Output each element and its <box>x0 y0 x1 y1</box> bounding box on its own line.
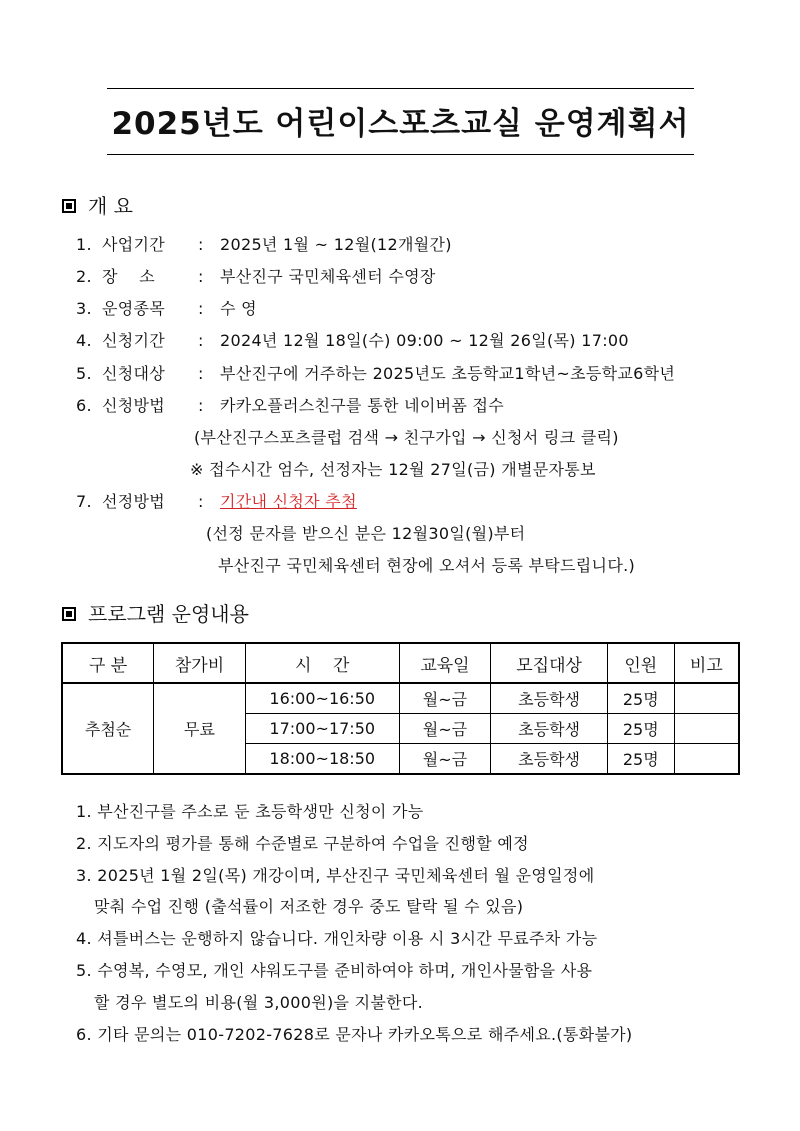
program-table <box>61 642 740 775</box>
header-target: 모집대상 <box>491 643 608 683</box>
note-item: 맞춰 수업 진행 (출석률이 저조한 경우 중도 탈락 될 수 있음) <box>94 897 524 916</box>
program-heading: 프로그램 운영내용 <box>62 598 249 627</box>
selection-method-highlight: 기간내 신청자 추첨 <box>220 492 357 511</box>
time-cell: 16:00~16:50 <box>245 683 399 714</box>
header-fee: 참가비 <box>154 643 246 683</box>
title-top-rule <box>107 88 694 89</box>
count-cell: 25명 <box>607 744 674 775</box>
note-cell <box>674 744 739 775</box>
target-cell: 초등학생 <box>491 714 608 744</box>
note-item: 1. 부산진구를 주소로 둔 초등학생만 신청이 가능 <box>76 802 424 821</box>
note-item: 5. 수영복, 수영모, 개인 샤워도구를 준비하여야 하며, 개인사물함을 사용 <box>76 961 593 980</box>
fee-cell: 무료 <box>154 683 246 774</box>
header-category: 구 분 <box>62 643 154 683</box>
days-cell: 월~금 <box>399 744 491 775</box>
method-detail: (부산진구스포츠클럽 검색 → 친구가입 → 신청서 링크 클릭) <box>194 428 619 447</box>
header-days: 교육일 <box>399 643 491 683</box>
square-bullet-icon <box>62 199 76 213</box>
square-bullet-icon <box>62 607 76 621</box>
days-cell: 월~금 <box>399 714 491 744</box>
target-cell: 초등학생 <box>491 744 608 775</box>
overview-heading: 개 요 <box>62 190 133 219</box>
method-note: ※ 접수시간 엄수, 선정자는 12월 27일(금) 개별문자통보 <box>190 460 596 479</box>
selection-detail: 부산진구 국민체육센터 현장에 오셔서 등록 부탁드립니다.) <box>218 556 636 575</box>
header-time: 시 간 <box>245 643 399 683</box>
overview-item: 1. 사업기간 : 2025년 1월 ~ 12월(12개월간) <box>76 235 452 254</box>
overview-item: 5. 신청대상 : 부산진구에 거주하는 2025년도 초등학교1학년~초등학교6학년 <box>76 364 676 383</box>
overview-item: 4. 신청기간 : 2024년 12월 18일(수) 09:00 ~ 12월 26일(목) 17:00 <box>76 331 629 350</box>
note-item: 6. 기타 문의는 010-7202-7628로 문자나 카카오톡으로 해주세요.(통화불가) <box>76 1025 633 1044</box>
note-cell <box>674 714 739 744</box>
page-title: 2025년도 어린이스포츠교실 운영계획서 <box>111 106 690 142</box>
title-bottom-rule <box>107 154 694 155</box>
time-cell: 18:00~18:50 <box>245 744 399 775</box>
overview-item: 2. 장 소 : 부산진구 국민체육센터 수영장 <box>76 267 436 286</box>
count-cell: 25명 <box>607 683 674 714</box>
header-count: 인원 <box>607 643 674 683</box>
target-cell: 초등학생 <box>491 683 608 714</box>
overview-item: 7. 선정방법 : 기간내 신청자 추첨 <box>76 492 357 511</box>
table-header-row <box>62 643 739 683</box>
note-item: 3. 2025년 1월 2일(목) 개강이며, 부산진구 국민체육센터 월 운영일정에 <box>76 866 595 885</box>
note-cell <box>674 683 739 714</box>
table-row <box>62 683 739 714</box>
note-item: 2. 지도자의 평가를 통해 수준별로 구분하여 수업을 진행할 예정 <box>76 834 529 853</box>
days-cell: 월~금 <box>399 683 491 714</box>
note-item: 할 경우 별도의 비용(월 3,000원)을 지불한다. <box>94 993 424 1012</box>
overview-item: 3. 운영종목 : 수 영 <box>76 299 257 318</box>
overview-item: 6. 신청방법 : 카카오플러스친구를 통한 네이버폼 접수 <box>76 396 505 415</box>
note-item: 4. 셔틀버스는 운행하지 않습니다. 개인차량 이용 시 3시간 무료주차 가능 <box>76 929 598 948</box>
selection-detail: (선정 문자를 받으신 분은 12월30일(월)부터 <box>206 524 526 543</box>
group-cell: 추첨순 <box>62 683 154 774</box>
count-cell: 25명 <box>607 714 674 744</box>
time-cell: 17:00~17:50 <box>245 714 399 744</box>
header-note: 비고 <box>674 643 739 683</box>
